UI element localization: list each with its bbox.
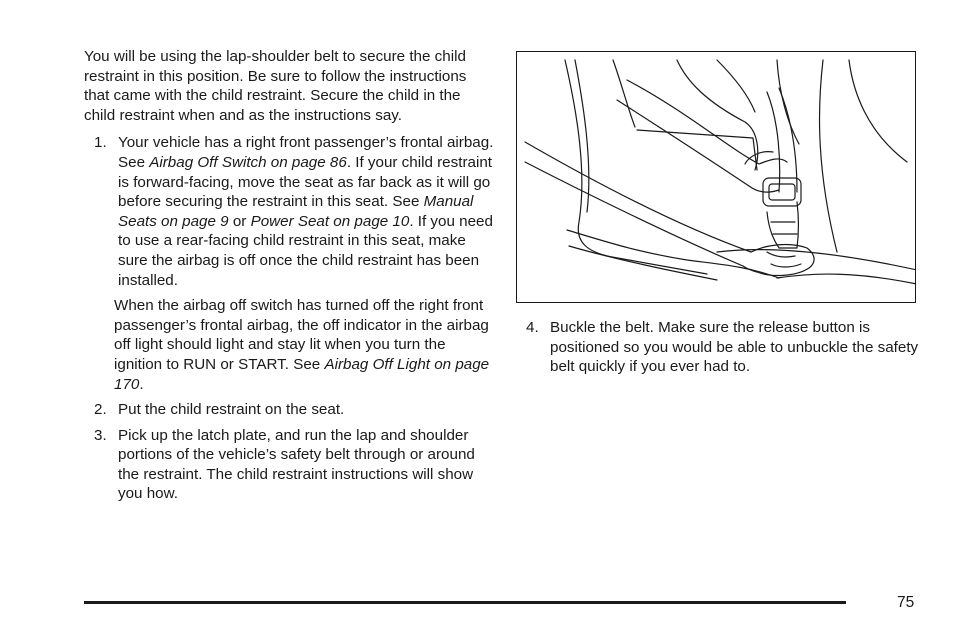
step-number: 1.: [94, 134, 107, 152]
step-number: 4.: [526, 319, 539, 336]
step-number: 3.: [94, 426, 107, 444]
intro-paragraph: You will be using the lap-shoulder belt to secure the child restraint in this position. Be sure to follow the instructions that came with the child restraint. Secure the child in the child restraint when and as the instructions say.: [84, 48, 467, 124]
cross-reference[interactable]: Power Seat on page 10: [250, 212, 410, 230]
cross-reference[interactable]: Airbag Off Switch on page 86: [149, 153, 347, 171]
page-number: 75: [897, 594, 915, 611]
step-number: 2.: [94, 401, 107, 419]
step-2: [84, 400, 494, 420]
note-text: When the airbag off switch has turned off the right front passenger’s frontal airbag, the off indicator in the airbag off light should light and stay lit when you turn the ignition to RUN or START. See: [114, 297, 489, 373]
step-text-part: or: [228, 212, 251, 230]
note-text: .: [139, 375, 144, 393]
step-text: [118, 133, 494, 290]
cross-reference[interactable]: Airbag Off Light on page 170: [114, 355, 490, 393]
step-text: Pick up the latch plate, and run the lap and shoulder portions of the vehicle’s safety belt through or around the restraint. The child restraint instructions will show you how.: [118, 426, 475, 503]
left-column: [84, 47, 494, 510]
step-text-part: . If your child restraint is forward-facing, move the seat as far back as it will go before securing the restraint in this seat. See: [118, 153, 492, 211]
footer-rule: [84, 601, 846, 604]
right-column: [516, 318, 926, 383]
cross-reference[interactable]: Manual Seats on page 9: [118, 193, 474, 230]
buckle-illustration: [517, 52, 916, 303]
step-text-part: . If you need to use a rear-facing child restraint in this seat, make sure the airbag is off once the child restraint has been installed.: [118, 212, 493, 289]
step-text: Buckle the belt. Make sure the release button is positioned so you would be able to unbuckle the safety belt quickly if you ever had to.: [550, 319, 919, 376]
step-text-part: Your vehicle has a right front passenger’s frontal airbag. See: [118, 134, 494, 171]
step-1-note: [114, 296, 494, 394]
step-1: [84, 133, 494, 394]
step-4: [516, 318, 926, 377]
step-text: Put the child restraint on the seat.: [118, 401, 345, 419]
step-3: [84, 426, 494, 504]
illustration-buckling-belt: [516, 51, 916, 303]
